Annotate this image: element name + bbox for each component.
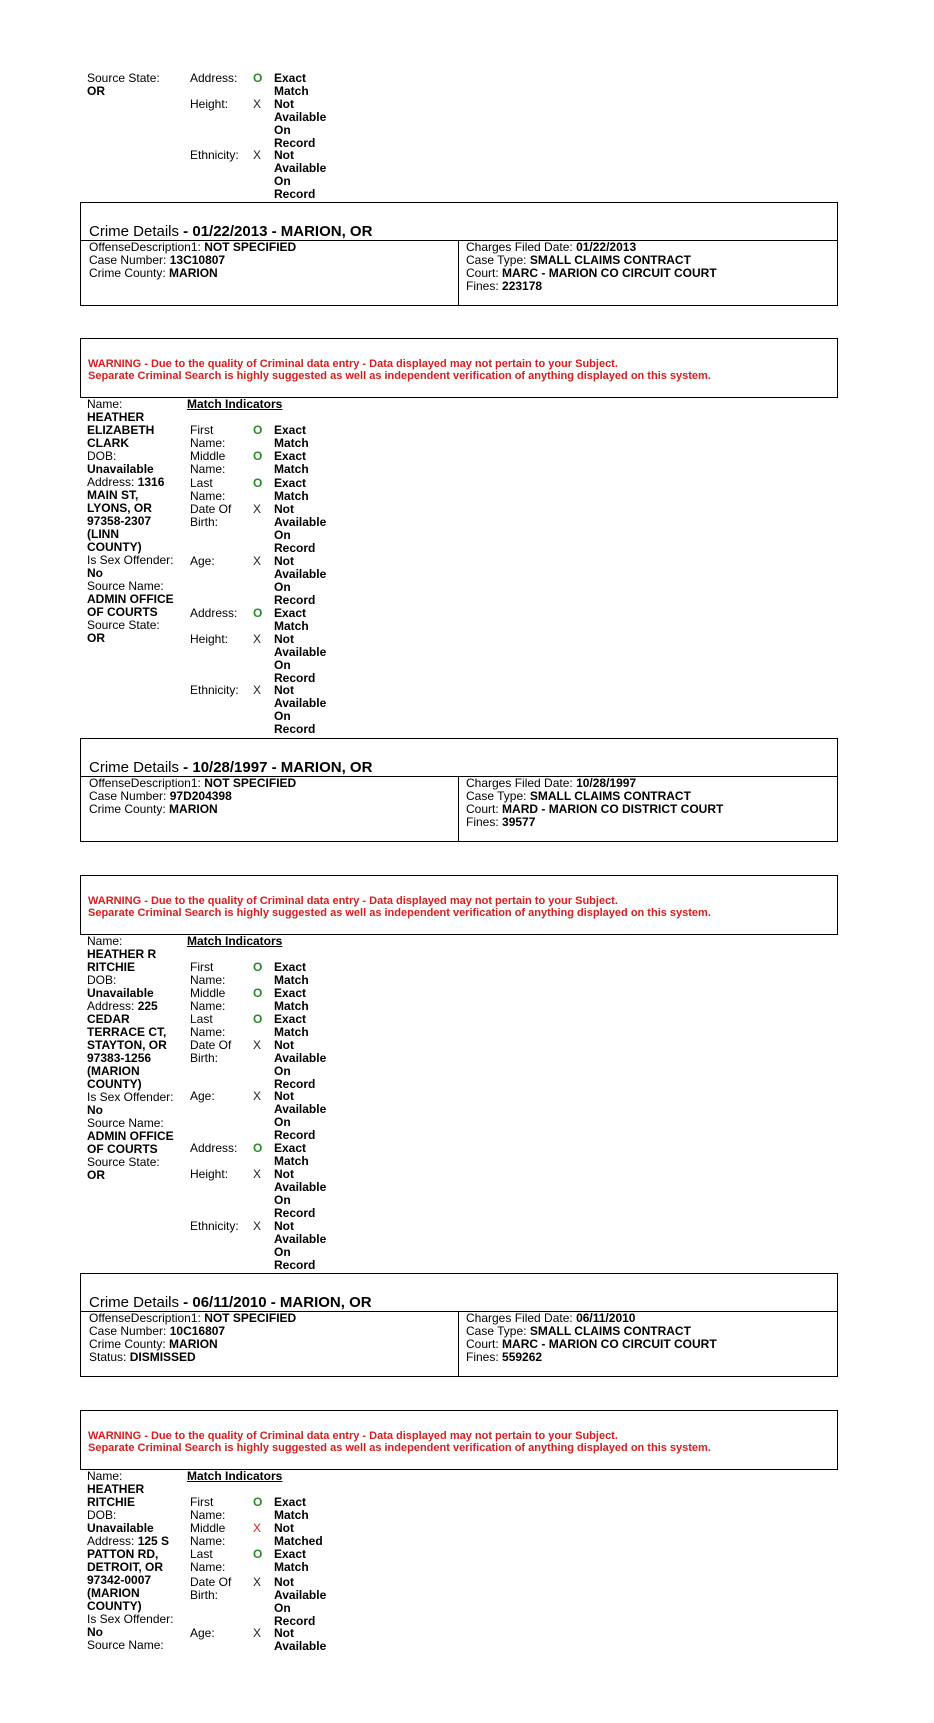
match-mark-icon: O — [253, 606, 263, 620]
subject-name: HEATHER RITCHIE — [87, 1482, 145, 1509]
indicator-label: Age: — [190, 1626, 215, 1640]
indicator-label: Ethnicity: — [190, 683, 239, 697]
indicator-row — [190, 1013, 390, 1039]
address-label: Address: — [87, 999, 135, 1013]
no-match-mark-icon: X — [253, 97, 262, 111]
status-row — [89, 1351, 449, 1364]
source-name-value: ADMIN OFFICE OF COURTS — [87, 1129, 174, 1156]
fines-row — [466, 816, 836, 829]
indicator-value: Exact Match — [274, 1012, 309, 1039]
top-subject-left — [87, 72, 187, 98]
offense-label: OffenseDescription1: — [89, 240, 201, 254]
sex-offender-label: Is Sex Offender: — [87, 1612, 174, 1626]
crime-left-column — [89, 777, 449, 816]
crime-details-label: Crime Details — [89, 1294, 180, 1311]
match-mark-icon: O — [253, 1547, 263, 1561]
warning-line-1: WARNING - Due to the quality of Criminal data entry - Data displayed may not pertain to your Subject. — [88, 895, 618, 907]
fines-value: 223178 — [502, 279, 543, 293]
source-state-label: Source State: — [87, 1155, 160, 1169]
match-indicators — [190, 424, 390, 736]
warning-box — [80, 1410, 838, 1470]
indicator-value: Not Available On Record — [274, 1089, 327, 1142]
indicator-row — [190, 424, 390, 450]
crime-date-place: - 06/11/2010 - MARION, OR — [179, 1294, 372, 1311]
match-mark-icon: O — [253, 1141, 263, 1155]
warning-text — [88, 1430, 711, 1454]
court-label: Court: — [466, 802, 499, 816]
indicator-label: Middle Name: — [190, 986, 226, 1013]
indicator-label: Last Name: — [190, 476, 226, 503]
match-mark-icon: O — [253, 449, 263, 463]
warning-line-2: Separate Criminal Search is highly suggested as well as independent verification of anything displayed on this system. — [88, 370, 711, 382]
crime-details-box — [80, 738, 838, 842]
crime-left-column — [89, 1312, 449, 1364]
indicator-row — [190, 1090, 390, 1142]
match-mark-icon: O — [253, 986, 263, 1000]
indicator-row — [190, 1496, 390, 1522]
warning-text — [88, 358, 711, 382]
indicator-row — [190, 961, 390, 987]
no-match-mark-icon: X — [253, 1575, 262, 1589]
subject-name: HEATHER R RITCHIE — [87, 947, 157, 974]
indicator-row — [190, 1168, 390, 1220]
address-label: Address: — [87, 1534, 135, 1548]
indicator-value: Exact Match — [274, 1141, 309, 1168]
fines-row — [466, 1351, 836, 1364]
crime-county-label: Crime County: — [89, 266, 166, 280]
indicator-value: Exact Match — [274, 1547, 309, 1574]
fines-value: 559262 — [502, 1350, 543, 1364]
name-label: Name: — [87, 934, 123, 948]
court-value: MARD - MARION CO DISTRICT COURT — [502, 802, 724, 816]
crime-right-column — [458, 1312, 836, 1376]
indicator-label: Middle Name: — [190, 1521, 226, 1548]
case-type-value: SMALL CLAIMS CONTRACT — [529, 1324, 691, 1338]
no-match-mark-icon: X — [253, 1626, 262, 1640]
indicator-value: Not Available On Record — [274, 1575, 327, 1628]
address-value: MAIN ST, LYONS, OR 97358-2307 (LINN COUNTY) — [87, 488, 152, 554]
indicator-label: Address: — [190, 606, 238, 620]
case-number-label: Case Number: — [89, 1324, 167, 1338]
match-mark-icon: O — [253, 960, 263, 974]
indicator-value: Exact Match — [274, 423, 309, 450]
crime-details-header — [81, 739, 837, 777]
offense-label: OffenseDescription1: — [89, 776, 201, 790]
source-state-label: Source State: — [87, 71, 160, 85]
indicator-row — [190, 987, 390, 1013]
indicator-value: Exact Match — [274, 71, 309, 98]
indicator-value: Not Available On Record — [274, 148, 327, 201]
indicator-label: Address: — [190, 71, 238, 85]
case-type-value: SMALL CLAIMS CONTRACT — [529, 253, 691, 267]
crime-details-body — [81, 241, 837, 305]
warning-box — [80, 875, 838, 935]
no-match-mark-icon: X — [253, 1167, 262, 1181]
address-value: CEDAR TERRACE CT, STAYTON, OR 97383-1256 (MARION COUNTY) — [87, 1012, 167, 1091]
indicator-label: Middle Name: — [190, 449, 226, 476]
indicator-row — [190, 72, 390, 98]
indicator-value: Exact Match — [274, 960, 309, 987]
indicator-row — [190, 633, 390, 684]
indicator-row — [190, 98, 390, 149]
indicator-value: Not Available On Record — [274, 683, 327, 736]
no-match-mark-icon: X — [253, 1038, 262, 1052]
charges-filed-label: Charges Filed Date: — [466, 776, 573, 790]
crime-details-title — [89, 1295, 372, 1311]
indicator-row — [190, 555, 390, 607]
subject-name: HEATHER ELIZABETH CLARK — [87, 410, 155, 450]
crime-details-box — [80, 202, 838, 306]
crime-county-value: MARION — [169, 266, 218, 280]
name-label: Name: — [87, 397, 123, 411]
indicator-label: Age: — [190, 1089, 215, 1103]
subject-left-column — [87, 1470, 187, 1652]
match-indicators — [190, 1496, 390, 1653]
indicator-row — [190, 450, 390, 477]
indicator-value: Not Available On Record — [274, 1219, 327, 1272]
case-number-label: Case Number: — [89, 253, 167, 267]
address-value: PATTON RD, DETROIT, OR 97342-0007 (MARION COUNTY) — [87, 1547, 164, 1613]
indicator-label: First Name: — [190, 423, 226, 450]
warning-box — [80, 338, 838, 398]
sex-offender-label: Is Sex Offender: — [87, 1090, 174, 1104]
indicator-row — [190, 684, 390, 736]
source-state-value: OR — [87, 84, 105, 98]
indicator-value: Exact Match — [274, 476, 309, 503]
indicator-value: Exact Match — [274, 1495, 309, 1522]
indicator-value: Exact Match — [274, 449, 309, 476]
warning-line-2: Separate Criminal Search is highly suggested as well as independent verification of anything displayed on this system. — [88, 1442, 711, 1454]
fines-row — [466, 280, 836, 293]
match-mark-icon: O — [253, 423, 263, 437]
address-value-start: 125 S — [137, 1534, 170, 1548]
top-match-indicators — [190, 72, 390, 201]
status-label: Status: — [89, 1350, 127, 1364]
case-type-label: Case Type: — [466, 1324, 527, 1338]
match-indicators-heading: Match Indicators — [187, 1469, 283, 1483]
indicator-label: Last Name: — [190, 1012, 226, 1039]
indicator-label: Address: — [190, 1141, 238, 1155]
crime-details-title — [89, 224, 372, 240]
crime-county-value: MARION — [169, 802, 218, 816]
crime-details-title — [89, 760, 372, 776]
crime-details-header — [81, 1274, 837, 1312]
subject-left-column — [87, 398, 187, 645]
indicator-value: Exact Match — [274, 986, 309, 1013]
indicator-value: Exact Match — [274, 606, 309, 633]
offense-label: OffenseDescription1: — [89, 1311, 201, 1325]
source-state-label: Source State: — [87, 618, 160, 632]
crime-date-place: - 01/22/2013 - MARION, OR — [179, 223, 373, 240]
address-value-start: 225 — [137, 999, 158, 1013]
dob-label: DOB: — [87, 1508, 117, 1522]
warning-text — [88, 895, 711, 919]
sex-offender-value: No — [87, 1625, 103, 1639]
crime-county-label: Crime County: — [89, 802, 166, 816]
indicator-row — [190, 1627, 390, 1653]
crime-county-row — [89, 267, 449, 280]
fines-label: Fines: — [466, 815, 499, 829]
fines-value: 39577 — [502, 815, 536, 829]
court-label: Court: — [466, 266, 499, 280]
indicator-value: Not Available On Record — [274, 554, 327, 607]
offense-value: NOT SPECIFIED — [204, 240, 297, 254]
warning-line-2: Separate Criminal Search is highly suggested as well as independent verification of anything displayed on this system. — [88, 907, 711, 919]
indicator-label: Date Of Birth: — [190, 502, 232, 529]
charges-filed-label: Charges Filed Date: — [466, 1311, 573, 1325]
indicator-label: Last Name: — [190, 1547, 226, 1574]
crime-details-body — [81, 777, 837, 841]
charges-filed-value: 06/11/2010 — [576, 1311, 636, 1325]
match-indicators-heading: Match Indicators — [187, 934, 283, 948]
court-label: Court: — [466, 1337, 499, 1351]
match-mark-icon: O — [253, 71, 263, 85]
case-number-label: Case Number: — [89, 789, 167, 803]
dob-value: Unavailable — [87, 1521, 154, 1535]
sex-offender-value: No — [87, 566, 103, 580]
status-value: DISMISSED — [129, 1350, 196, 1364]
no-match-mark-icon: X — [253, 632, 262, 646]
crime-details-label: Crime Details — [89, 759, 180, 776]
case-type-label: Case Type: — [466, 789, 527, 803]
match-mark-icon: O — [253, 1495, 263, 1509]
no-match-mark-icon: X — [253, 502, 262, 516]
no-match-mark-icon: X — [253, 1089, 262, 1103]
mismatch-mark-icon: X — [253, 1521, 262, 1535]
indicator-label: First Name: — [190, 960, 226, 987]
indicator-row — [190, 1522, 390, 1548]
fines-label: Fines: — [466, 279, 499, 293]
indicator-label: Date Of Birth: — [190, 1038, 232, 1065]
indicator-label: Age: — [190, 554, 215, 568]
source-name-label: Source Name: — [87, 579, 164, 593]
crime-left-column — [89, 241, 449, 280]
dob-label: DOB: — [87, 449, 117, 463]
match-mark-icon: O — [253, 1012, 263, 1026]
indicator-label: First Name: — [190, 1495, 226, 1522]
offense-value: NOT SPECIFIED — [204, 776, 297, 790]
no-match-mark-icon: X — [253, 554, 262, 568]
subject-left-column — [87, 935, 187, 1182]
match-indicators — [190, 961, 390, 1272]
indicator-row — [190, 1039, 390, 1090]
source-name-value: ADMIN OFFICE OF COURTS — [87, 592, 174, 619]
case-type-value: SMALL CLAIMS CONTRACT — [529, 789, 691, 803]
case-number-value: 13C10807 — [169, 253, 226, 267]
sex-offender-value: No — [87, 1103, 103, 1117]
dob-label: DOB: — [87, 973, 117, 987]
indicator-row — [190, 1548, 390, 1576]
indicator-row — [190, 1220, 390, 1272]
charges-filed-value: 01/22/2013 — [576, 240, 637, 254]
address-value-start: 1316 — [137, 475, 165, 489]
indicator-value: Not Available On Record — [274, 97, 327, 150]
indicator-value: Not Available On Record — [274, 632, 327, 685]
match-indicators-heading: Match Indicators — [187, 397, 283, 411]
source-name-label: Source Name: — [87, 1116, 164, 1130]
crime-details-header — [81, 203, 837, 241]
sex-offender-label: Is Sex Offender: — [87, 553, 174, 567]
source-state-value: OR — [87, 631, 105, 645]
indicator-label: Ethnicity: — [190, 148, 239, 162]
charges-filed-label: Charges Filed Date: — [466, 240, 573, 254]
indicator-value: Not Available — [274, 1626, 327, 1653]
indicator-value: Not Available On Record — [274, 1167, 327, 1220]
crime-details-label: Crime Details — [89, 223, 180, 240]
warning-line-1: WARNING - Due to the quality of Criminal data entry - Data displayed may not pertain to your Subject. — [88, 1430, 618, 1442]
no-match-mark-icon: X — [253, 148, 262, 162]
court-value: MARC - MARION CO CIRCUIT COURT — [502, 266, 717, 280]
fines-label: Fines: — [466, 1350, 499, 1364]
dob-value: Unavailable — [87, 462, 154, 476]
warning-line-1: WARNING - Due to the quality of Criminal data entry - Data displayed may not pertain to your Subject. — [88, 358, 618, 370]
offense-value: NOT SPECIFIED — [204, 1311, 297, 1325]
crime-details-body — [81, 1312, 837, 1376]
crime-county-label: Crime County: — [89, 1337, 166, 1351]
court-value: MARC - MARION CO CIRCUIT COURT — [502, 1337, 717, 1351]
address-label: Address: — [87, 475, 135, 489]
indicator-label: Height: — [190, 97, 229, 111]
crime-details-box — [80, 1273, 838, 1377]
dob-value: Unavailable — [87, 986, 154, 1000]
source-name-label: Source Name: — [87, 1638, 164, 1652]
crime-county-row — [89, 803, 449, 816]
name-label: Name: — [87, 1469, 123, 1483]
crime-right-column — [458, 241, 836, 305]
crime-right-column — [458, 777, 836, 841]
crime-date-place: - 10/28/1997 - MARION, OR — [179, 759, 373, 776]
indicator-row — [190, 503, 390, 555]
source-state-value: OR — [87, 1168, 105, 1182]
case-number-value: 10C16807 — [169, 1324, 226, 1338]
indicator-value: Not Matched — [274, 1521, 323, 1548]
match-mark-icon: O — [253, 476, 263, 490]
no-match-mark-icon: X — [253, 683, 262, 697]
indicator-row — [190, 1142, 390, 1168]
indicator-row — [190, 1576, 390, 1627]
indicator-row — [190, 477, 390, 503]
crime-county-value: MARION — [169, 1337, 218, 1351]
case-type-label: Case Type: — [466, 253, 527, 267]
indicator-value: Not Available On Record — [274, 502, 327, 555]
case-number-value: 97D204398 — [169, 789, 232, 803]
no-match-mark-icon: X — [253, 1219, 262, 1233]
indicator-value: Not Available On Record — [274, 1038, 327, 1091]
charges-filed-value: 10/28/1997 — [576, 776, 637, 790]
indicator-row — [190, 607, 390, 633]
indicator-label: Height: — [190, 632, 229, 646]
indicator-label: Height: — [190, 1167, 229, 1181]
indicator-row — [190, 149, 390, 201]
indicator-label: Ethnicity: — [190, 1219, 239, 1233]
indicator-label: Date Of Birth: — [190, 1575, 232, 1602]
